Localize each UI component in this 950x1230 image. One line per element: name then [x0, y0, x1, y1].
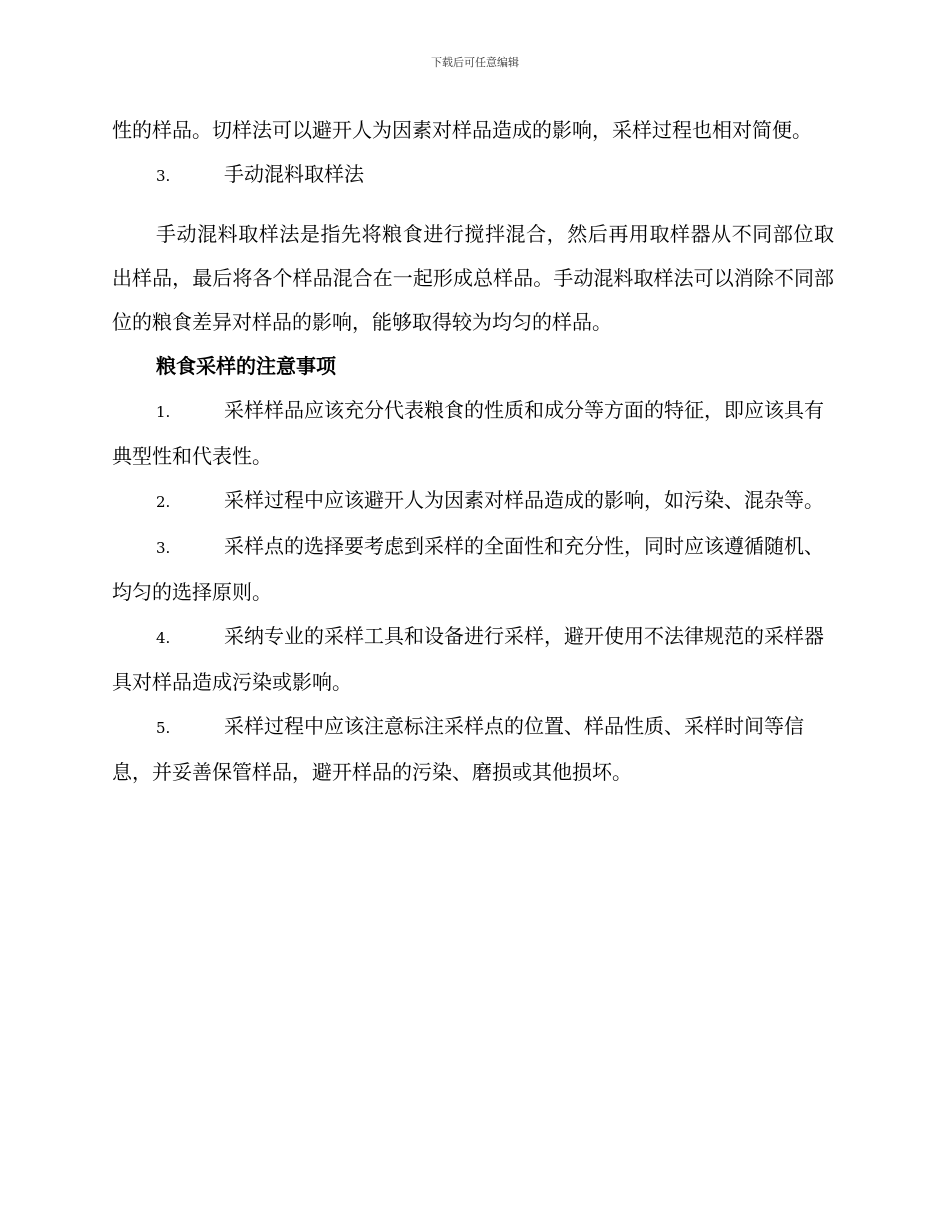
document-body	[112, 108, 834, 794]
list-item-5	[112, 704, 834, 794]
list-item-1	[112, 388, 834, 478]
list-item-text: 采纳专业的采样工具和设备进行采样，避开使用不法律规范的采样器具对样品造成污染或影响。	[112, 624, 824, 694]
list-number: 4.	[156, 629, 171, 647]
list-item-text: 采样样品应该充分代表粮食的性质和成分等方面的特征，即应该具有典型性和代表性。	[112, 398, 824, 468]
list-number: 3.	[156, 167, 171, 185]
list-item-manual-mixing	[112, 152, 834, 198]
list-item-text: 采样过程中应该注意标注采样点的位置、样品性质、采样时间等信息，并妥善保管样品，避开样品的污染、磨损或其他损坏。	[112, 714, 804, 784]
paragraph-manual-mixing: 手动混料取样法是指先将粮食进行搅拌混合，然后再用取样器从不同部位取出样品，最后将各个样品混合在一起形成总样品。手动混料取样法可以消除不同部位的粮食差异对样品的影响，能够取得较为均匀的样品。	[112, 222, 834, 334]
list-item-4	[112, 614, 834, 704]
section-heading: 粮食采样的注意事项	[156, 354, 336, 378]
list-item-text: 手动混料取样法	[224, 162, 364, 186]
list-number: 3.	[156, 539, 171, 557]
list-item-2	[112, 478, 834, 524]
list-number: 5.	[156, 719, 171, 737]
list-item-text: 采样过程中应该避开人为因素对样品造成的影响，如污染、混杂等。	[224, 488, 824, 512]
paragraph-continuation: 性的样品。切样法可以避开人为因素对样品造成的影响，采样过程也相对简便。	[112, 118, 812, 142]
list-item-3	[112, 524, 834, 614]
list-number: 2.	[156, 493, 171, 511]
list-number: 1.	[156, 403, 171, 421]
list-item-text: 采样点的选择要考虑到采样的全面性和充分性，同时应该遵循随机、均匀的选择原则。	[112, 534, 824, 604]
page-header: 下载后可任意编辑	[431, 56, 519, 69]
